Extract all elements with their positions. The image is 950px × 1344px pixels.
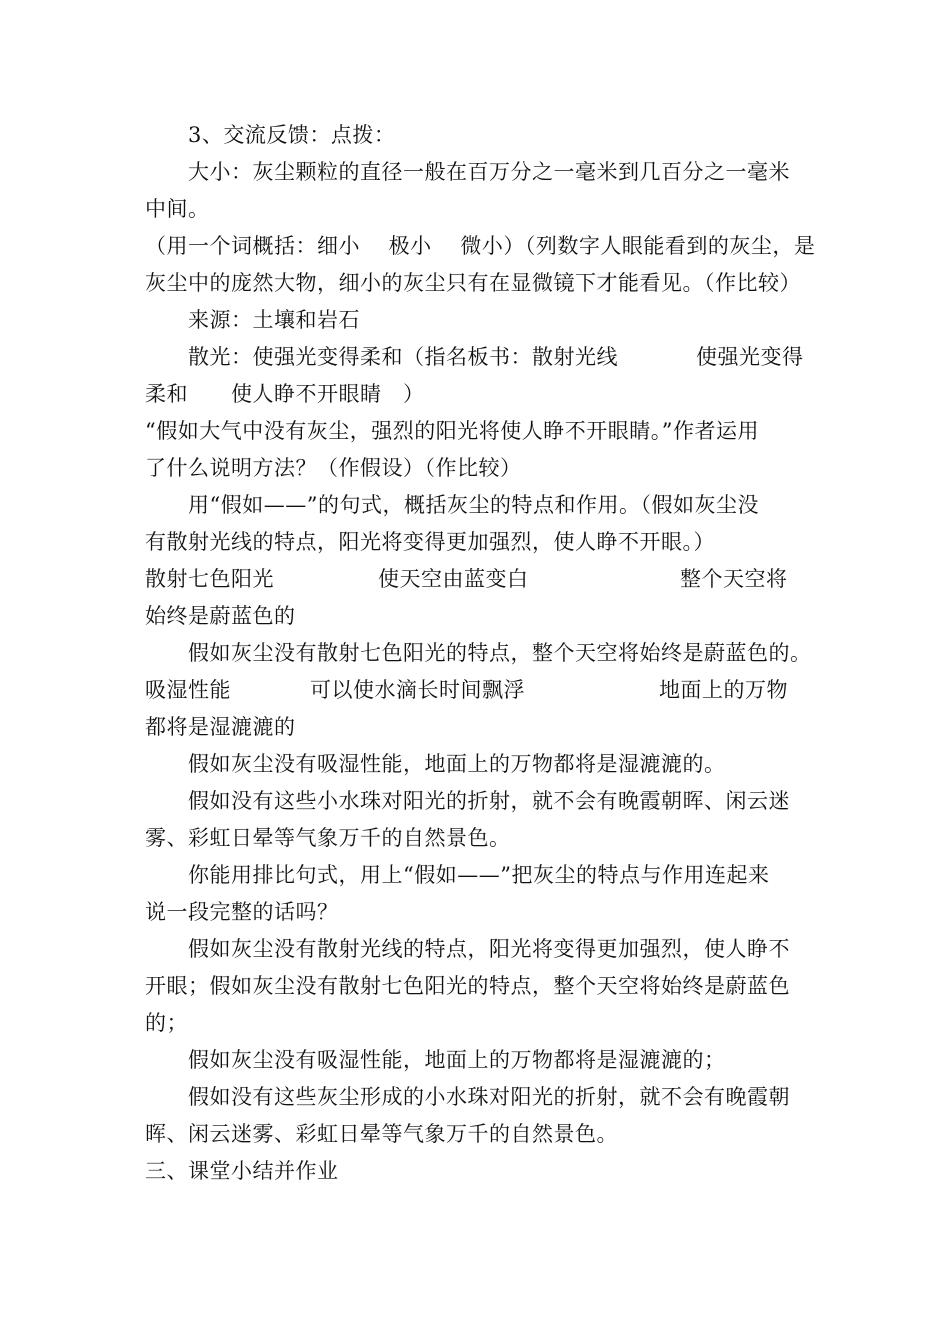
paragraph-line: 中间。 bbox=[145, 197, 210, 221]
paragraph-line bbox=[145, 564, 845, 594]
line-segment: 使天空由蓝变白 bbox=[378, 567, 529, 591]
paragraph-line: 的； bbox=[145, 1011, 188, 1035]
line-segment: 吸湿性能 bbox=[145, 678, 231, 702]
paragraph-line: 假如没有这些灰尘形成的小水珠对阳光的折射，就不会有晚霞朝 bbox=[188, 1085, 790, 1109]
paragraph-line: 3、交流反馈：点拨： bbox=[188, 123, 396, 147]
paragraph-line bbox=[145, 675, 845, 705]
paragraph-line: 开眼；假如灰尘没有散射七色阳光的特点，整个天空将始终是蔚蓝色 bbox=[145, 974, 790, 998]
paragraph-line: 来源：土壤和岩石 bbox=[188, 308, 360, 332]
paragraph-line: 大小：灰尘颗粒的直径一般在百万分之一毫米到几百分之一毫米 bbox=[188, 160, 790, 184]
paragraph-line: 都将是湿漉漉的 bbox=[145, 715, 296, 739]
paragraph-line: 用“假如——”的句式，概括灰尘的特点和作用。（假如灰尘没 bbox=[188, 493, 759, 517]
paragraph-line: 有散射光线的特点，阳光将变得更加强烈，使人睁不开眼。） bbox=[145, 530, 715, 554]
paragraph-line bbox=[145, 342, 845, 372]
paragraph-line: “假如大气中没有灰尘，强烈的阳光将使人睁不开眼睛。”作者运用 bbox=[145, 419, 759, 443]
line-segment: 散射七色阳光 bbox=[145, 567, 274, 591]
paragraph-line: 假如灰尘没有散射七色阳光的特点，整个天空将始终是蔚蓝色的。 bbox=[188, 641, 812, 665]
paragraph-line: 了什么说明方法？（作假设）（作比较） bbox=[145, 456, 522, 480]
line-segment: 可以使水滴长时间飘浮 bbox=[310, 678, 525, 702]
line-segment: 整个天空将 bbox=[680, 567, 788, 591]
paragraph-line: 雾、彩虹日晕等气象万千的自然景色。 bbox=[145, 826, 511, 850]
paragraph-line: 假如灰尘没有散射光线的特点，阳光将变得更加强烈，使人睁不 bbox=[188, 937, 790, 961]
line-segment: 地面上的万物 bbox=[659, 678, 788, 702]
line-segment: 使强光变得 bbox=[696, 345, 804, 369]
paragraph-line: 假如灰尘没有吸湿性能，地面上的万物都将是湿漉漉的。 bbox=[188, 752, 726, 776]
paragraph-line: 柔和 使人睁不开眼睛 ） bbox=[145, 382, 425, 406]
paragraph-line: 你能用排比句式，用上“假如——”把灰尘的特点与作用连起来 bbox=[188, 863, 770, 887]
section-heading: 三、课堂小结并作业 bbox=[145, 1159, 339, 1183]
paragraph-line: 假如没有这些小水珠对阳光的折射，就不会有晚霞朝晖、闲云迷 bbox=[188, 789, 790, 813]
paragraph-line: 灰尘中的庞然大物，细小的灰尘只有在显微镜下才能看见。（作比较） bbox=[145, 271, 801, 295]
paragraph-line: （用一个词概括：细小 极小 微小）（列数字人眼能看到的灰尘，是 bbox=[145, 234, 816, 258]
paragraph-line: 晖、闲云迷雾、彩虹日晕等气象万千的自然景色。 bbox=[145, 1122, 618, 1146]
paragraph-line: 假如灰尘没有吸湿性能，地面上的万物都将是湿漉漉的； bbox=[188, 1048, 726, 1072]
line-segment: 散光：使强光变得柔和（指名板书：散射光线 bbox=[188, 345, 618, 369]
paragraph-line: 始终是蔚蓝色的 bbox=[145, 604, 296, 628]
paragraph-line: 说一段完整的话吗？ bbox=[145, 900, 339, 924]
